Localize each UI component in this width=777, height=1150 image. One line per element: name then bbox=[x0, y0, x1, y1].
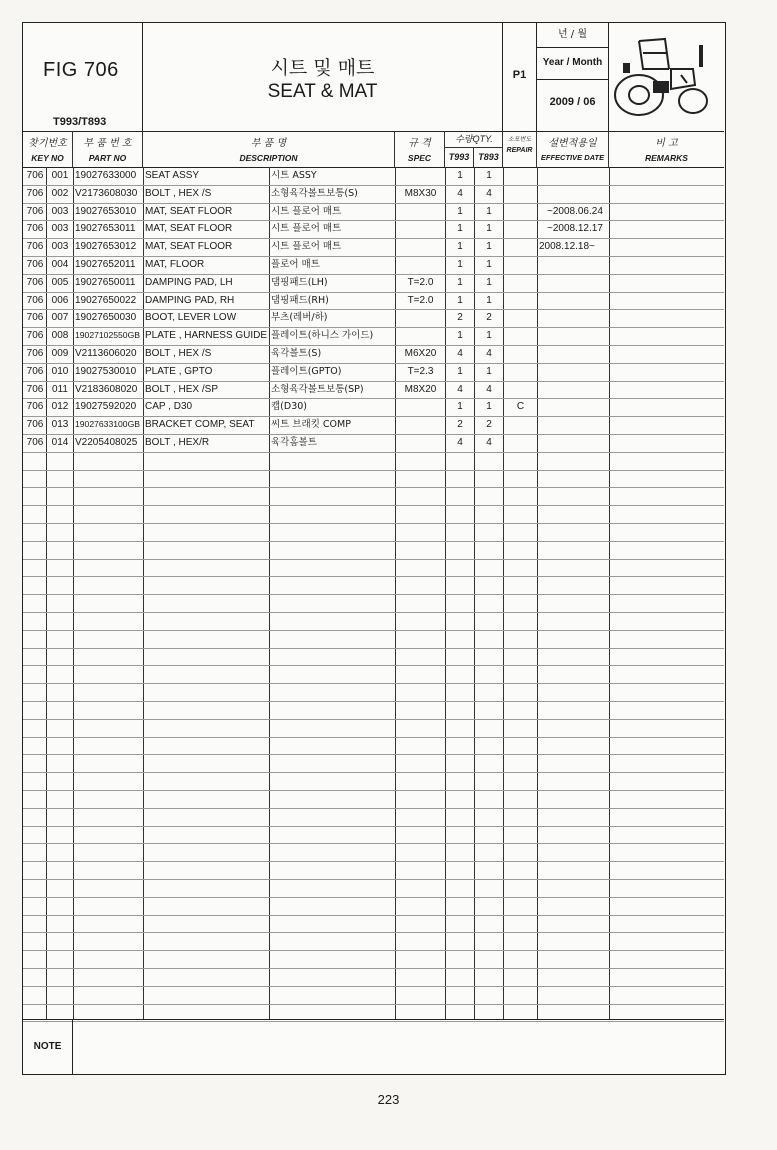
cell-eff bbox=[539, 345, 608, 363]
cell-rem bbox=[611, 363, 723, 381]
table-row bbox=[23, 398, 724, 416]
cell-eff bbox=[539, 274, 608, 292]
cell-repair bbox=[505, 274, 536, 292]
cell-qa: 1 bbox=[457, 401, 463, 413]
cell-desc: DAMPING PAD, RH bbox=[145, 294, 235, 306]
cell-qb: 1 bbox=[486, 401, 492, 413]
cell-qa: 1 bbox=[457, 294, 463, 306]
cell-part: 19027633100GB bbox=[75, 419, 140, 430]
cell-eff: ~2008.06.24 bbox=[547, 205, 603, 217]
cell-desc-ko: 육각볼트(S) bbox=[271, 348, 322, 359]
col-repair-en: REPAIR bbox=[506, 147, 533, 154]
table-row bbox=[23, 363, 724, 381]
cell-desc-ko: 소형육각볼트보통(SP) bbox=[271, 383, 364, 395]
table-row bbox=[23, 203, 724, 221]
cell-desc: PLATE , GPTO bbox=[145, 365, 213, 377]
col-qty bbox=[445, 131, 503, 167]
cell-qa: 2 bbox=[457, 312, 463, 324]
cell-desc: DAMPING PAD, LH bbox=[145, 276, 233, 288]
cell-key: 012 bbox=[51, 401, 69, 413]
cell-spec: T=2.3 bbox=[407, 365, 434, 377]
cell-desc: MAT, SEAT FLOOR bbox=[145, 241, 233, 253]
cell-key: 003 bbox=[51, 241, 69, 253]
page-code-box bbox=[503, 23, 537, 131]
row-divider bbox=[23, 470, 724, 471]
cell-key: 010 bbox=[51, 365, 69, 377]
cell-qa: 1 bbox=[457, 205, 463, 217]
row-divider bbox=[23, 897, 724, 898]
cell-rem bbox=[611, 381, 723, 399]
cell-qb: 1 bbox=[486, 205, 492, 217]
cell-desc-ko: 캡(D30) bbox=[271, 401, 307, 413]
cell-repair bbox=[505, 381, 536, 399]
cell-key: 005 bbox=[51, 276, 69, 288]
cell-qa: 1 bbox=[457, 170, 463, 181]
col-rem-en: REMARKS bbox=[645, 153, 688, 163]
cell-repair bbox=[505, 167, 536, 185]
cell-rem bbox=[611, 220, 723, 238]
cell-key: 002 bbox=[51, 187, 69, 199]
cell-part: 19027653011 bbox=[75, 223, 136, 235]
row-divider bbox=[23, 932, 724, 933]
cell-rem bbox=[611, 292, 723, 310]
cell-rem bbox=[611, 309, 723, 327]
cell-qa: 1 bbox=[457, 259, 463, 270]
page-header bbox=[23, 23, 724, 132]
cell-part: 19027650022 bbox=[75, 294, 137, 306]
row-divider bbox=[23, 879, 724, 880]
page-number: 223 bbox=[377, 1092, 400, 1107]
issue-date: 2009 / 06 bbox=[549, 96, 596, 108]
col-desc-en: DESCRIPTION bbox=[239, 153, 298, 163]
cell-qb: 1 bbox=[486, 365, 492, 377]
table-row bbox=[23, 167, 724, 185]
row-divider bbox=[23, 505, 724, 506]
cell-part: V2183608020 bbox=[75, 383, 138, 395]
row-divider bbox=[23, 576, 724, 577]
cell-desc: BOLT , HEX /SP bbox=[145, 383, 218, 395]
cell-eff bbox=[539, 416, 608, 434]
table-row bbox=[23, 345, 724, 363]
cell-part: 19027653010 bbox=[75, 205, 137, 217]
row-divider bbox=[23, 559, 724, 560]
cell-fig: 706 bbox=[26, 241, 44, 253]
row-divider bbox=[23, 1004, 724, 1005]
cell-part: 19027530010 bbox=[75, 365, 137, 377]
cell-eff bbox=[539, 256, 608, 274]
cell-repair bbox=[505, 434, 536, 452]
col-key-ko: 찾기번호 bbox=[28, 138, 67, 149]
cell-fig: 706 bbox=[26, 437, 44, 448]
page-code: P1 bbox=[512, 69, 527, 81]
cell-key: 004 bbox=[51, 259, 69, 270]
parts-table bbox=[23, 167, 724, 1019]
cell-rem bbox=[611, 416, 723, 434]
table-row bbox=[23, 434, 724, 452]
cell-eff bbox=[539, 363, 608, 381]
cell-rem bbox=[611, 274, 723, 292]
col-eff-ko: 설변적용일 bbox=[548, 138, 597, 149]
year-month-box bbox=[537, 23, 609, 131]
cell-key: 013 bbox=[51, 419, 69, 431]
cell-desc: BOOT, LEVER LOW bbox=[145, 312, 237, 324]
col-effective-date bbox=[537, 131, 609, 167]
title-korean: 시트 및 매트 bbox=[270, 57, 375, 79]
cell-key: 011 bbox=[52, 383, 68, 395]
cell-qa: 1 bbox=[457, 365, 463, 377]
cell-rem bbox=[611, 238, 723, 256]
row-divider bbox=[23, 772, 724, 773]
cell-repair bbox=[505, 363, 536, 381]
cell-spec bbox=[397, 203, 444, 221]
cell-qa: 4 bbox=[457, 383, 463, 395]
col-remarks bbox=[609, 131, 724, 167]
col-part bbox=[73, 131, 143, 167]
tractor-box bbox=[609, 23, 724, 131]
row-divider bbox=[23, 719, 724, 720]
cell-rem bbox=[611, 434, 723, 452]
cell-fig: 706 bbox=[26, 401, 44, 413]
cell-desc-ko: 소형육각볼트보통(S) bbox=[271, 187, 358, 199]
cell-qa: 1 bbox=[457, 223, 463, 235]
cell-key: 007 bbox=[51, 312, 69, 324]
cell-qb: 4 bbox=[486, 383, 492, 395]
row-divider bbox=[23, 915, 724, 916]
cell-qb: 1 bbox=[486, 330, 492, 342]
fig-box bbox=[23, 23, 143, 131]
cell-part: V2173608030 bbox=[75, 187, 138, 199]
cell-desc: MAT, SEAT FLOOR bbox=[145, 205, 233, 217]
cell-qa: 4 bbox=[457, 437, 463, 448]
col-part-ko: 부 품 번 호 bbox=[83, 138, 132, 149]
cell-repair: C bbox=[516, 401, 525, 413]
row-divider bbox=[23, 808, 724, 809]
cell-qa: 1 bbox=[457, 276, 463, 288]
cell-fig: 706 bbox=[26, 312, 44, 324]
cell-rem bbox=[611, 327, 723, 345]
table-row bbox=[23, 292, 724, 310]
col-rem-ko: 비 고 bbox=[655, 138, 678, 149]
cell-eff bbox=[539, 381, 608, 399]
cell-desc: BOLT , HEX/R bbox=[145, 437, 210, 448]
year-month-label: Year / Month bbox=[537, 47, 608, 80]
table-row bbox=[23, 309, 724, 327]
cell-key: 003 bbox=[51, 223, 69, 235]
cell-desc-ko: 씨트 브래킷 COMP bbox=[271, 419, 351, 431]
fig-number: FIG 706 bbox=[43, 59, 119, 81]
cell-desc-ko: 부츠(레버/하) bbox=[271, 312, 328, 324]
cell-fig: 706 bbox=[26, 223, 44, 235]
cell-rem bbox=[611, 345, 723, 363]
cell-part: 19027592020 bbox=[75, 401, 137, 413]
cell-spec: M6X20 bbox=[404, 348, 437, 359]
tractor-icon bbox=[609, 23, 724, 131]
title-box bbox=[143, 23, 503, 131]
cell-desc-ko: 플레이트(GPTO) bbox=[271, 365, 342, 377]
cell-repair bbox=[505, 203, 536, 221]
cell-qb: 4 bbox=[486, 187, 492, 199]
row-divider bbox=[23, 648, 724, 649]
cell-desc-ko: 시트 플로어 매트 bbox=[271, 223, 342, 235]
cell-fig: 706 bbox=[26, 276, 44, 288]
cell-qb: 1 bbox=[486, 259, 492, 270]
cell-qb: 1 bbox=[486, 223, 492, 235]
cell-qb: 4 bbox=[486, 348, 492, 359]
cell-key: 009 bbox=[51, 348, 69, 359]
cell-desc-ko: 플레이트(하니스 가이드) bbox=[271, 330, 374, 342]
cell-qa: 4 bbox=[457, 187, 463, 199]
cell-repair bbox=[505, 345, 536, 363]
row-divider bbox=[23, 683, 724, 684]
cell-part: 19027102550GB bbox=[75, 330, 140, 341]
col-spec bbox=[395, 131, 445, 167]
note-section bbox=[23, 1019, 724, 1074]
col-key-en: KEY NO bbox=[31, 153, 64, 163]
cell-desc-ko: 육각홈볼트 bbox=[271, 437, 317, 448]
table-row bbox=[23, 185, 724, 203]
cell-fig: 706 bbox=[26, 170, 44, 181]
cell-eff: ~2008.12.17 bbox=[547, 223, 603, 235]
table-row bbox=[23, 220, 724, 238]
column-headers bbox=[23, 131, 724, 168]
row-divider bbox=[23, 594, 724, 595]
cell-desc-ko: 댐핑패드(LH) bbox=[271, 276, 328, 288]
cell-qb: 2 bbox=[486, 419, 492, 431]
row-divider bbox=[23, 523, 724, 524]
row-divider bbox=[23, 790, 724, 791]
row-divider bbox=[23, 986, 724, 987]
table-row bbox=[23, 416, 724, 434]
cell-fig: 706 bbox=[26, 419, 44, 431]
cell-qa: 4 bbox=[457, 348, 463, 359]
cell-qb: 2 bbox=[486, 312, 492, 324]
row-divider bbox=[23, 630, 724, 631]
cell-repair bbox=[505, 292, 536, 310]
cell-desc: CAP , D30 bbox=[145, 401, 193, 413]
row-divider bbox=[23, 487, 724, 488]
cell-key: 003 bbox=[51, 205, 69, 217]
col-qty-t893: T893 bbox=[478, 152, 499, 162]
row-divider bbox=[23, 452, 724, 453]
cell-part: 19027652011 bbox=[75, 259, 136, 270]
cell-repair bbox=[505, 256, 536, 274]
cell-desc-ko: 댐핑패드(RH) bbox=[271, 294, 329, 306]
cell-part: 19027650030 bbox=[75, 312, 137, 324]
table-row bbox=[23, 381, 724, 399]
cell-desc: BRACKET COMP, SEAT bbox=[145, 419, 255, 431]
cell-qb: 1 bbox=[486, 276, 492, 288]
row-divider bbox=[23, 541, 724, 542]
cell-eff bbox=[539, 434, 608, 452]
cell-repair bbox=[505, 220, 536, 238]
cell-fig: 706 bbox=[26, 330, 44, 342]
cell-spec bbox=[397, 398, 444, 416]
cell-fig: 706 bbox=[26, 187, 44, 199]
cell-qa: 1 bbox=[457, 330, 463, 342]
row-divider bbox=[23, 968, 724, 969]
cell-desc: BOLT , HEX /S bbox=[145, 187, 212, 199]
cell-qb: 4 bbox=[486, 437, 492, 448]
cell-part: 19027653012 bbox=[75, 241, 137, 253]
col-part-en: PART NO bbox=[88, 153, 127, 163]
cell-fig: 706 bbox=[26, 348, 44, 359]
cell-desc: SEAT ASSY bbox=[145, 170, 200, 181]
cell-eff bbox=[539, 292, 608, 310]
note-label: NOTE bbox=[23, 1020, 73, 1074]
row-divider bbox=[23, 737, 724, 738]
cell-qb: 1 bbox=[486, 170, 492, 181]
cell-spec bbox=[397, 434, 444, 452]
row-divider bbox=[23, 950, 724, 951]
cell-eff bbox=[539, 185, 608, 203]
cell-part: V2113606020 bbox=[75, 348, 137, 359]
table-row bbox=[23, 274, 724, 292]
cell-repair bbox=[505, 238, 536, 256]
col-description bbox=[143, 131, 395, 167]
cell-spec: M8X30 bbox=[404, 187, 437, 199]
table-row bbox=[23, 327, 724, 345]
row-divider bbox=[23, 612, 724, 613]
cell-fig: 706 bbox=[26, 205, 44, 217]
cell-rem bbox=[611, 398, 723, 416]
cell-eff bbox=[539, 398, 608, 416]
col-desc-ko: 부 품 명 bbox=[250, 138, 287, 149]
cell-part: 19027650011 bbox=[75, 276, 136, 288]
parts-page bbox=[22, 22, 726, 1075]
title-english: SEAT & MAT bbox=[267, 81, 378, 102]
cell-key: 014 bbox=[51, 437, 69, 448]
cell-qb: 1 bbox=[486, 294, 492, 306]
cell-desc: PLATE , HARNESS GUIDE bbox=[145, 330, 268, 342]
cell-spec: T=2.0 bbox=[407, 294, 434, 306]
table-row bbox=[23, 256, 724, 274]
cell-repair bbox=[505, 309, 536, 327]
cell-spec bbox=[397, 238, 444, 256]
row-divider bbox=[23, 754, 724, 755]
cell-eff bbox=[539, 309, 608, 327]
cell-key: 006 bbox=[51, 294, 69, 306]
cell-desc-ko: 시트 ASSY bbox=[271, 170, 317, 181]
cell-desc-ko: 플로어 매트 bbox=[271, 259, 320, 270]
cell-spec bbox=[397, 256, 444, 274]
cell-fig: 706 bbox=[26, 259, 44, 270]
row-divider bbox=[23, 861, 724, 862]
cell-spec bbox=[397, 327, 444, 345]
cell-fig: 706 bbox=[26, 294, 44, 306]
col-key bbox=[23, 131, 73, 167]
col-qty-t993: T993 bbox=[445, 148, 474, 167]
cell-rem bbox=[611, 203, 723, 221]
cell-repair bbox=[505, 416, 536, 434]
col-qty-ko: 수량QTY. bbox=[445, 131, 503, 148]
cell-desc-ko: 시트 플로어 매트 bbox=[271, 241, 342, 253]
cell-spec: M8X20 bbox=[404, 383, 437, 395]
cell-qa: 2 bbox=[457, 419, 463, 431]
cell-spec bbox=[397, 416, 444, 434]
cell-eff: 2008.12.18~ bbox=[539, 241, 595, 253]
cell-desc: MAT, FLOOR bbox=[145, 259, 205, 270]
row-divider bbox=[23, 826, 724, 827]
cell-qb: 1 bbox=[486, 241, 492, 253]
cell-key: 008 bbox=[51, 330, 69, 342]
row-divider bbox=[23, 843, 724, 844]
cell-spec bbox=[397, 220, 444, 238]
col-repair bbox=[503, 131, 537, 167]
cell-part: V2205408025 bbox=[75, 437, 138, 448]
cell-spec bbox=[397, 167, 444, 185]
row-divider bbox=[23, 665, 724, 666]
row-divider bbox=[23, 701, 724, 702]
cell-qa: 1 bbox=[457, 241, 463, 253]
cell-rem bbox=[611, 185, 723, 203]
cell-spec bbox=[397, 309, 444, 327]
table-row bbox=[23, 238, 724, 256]
cell-desc-ko: 시트 플로어 매트 bbox=[271, 205, 342, 217]
cell-eff bbox=[539, 327, 608, 345]
cell-rem bbox=[611, 167, 723, 185]
cell-repair bbox=[505, 185, 536, 203]
cell-eff bbox=[539, 167, 608, 185]
cell-fig: 706 bbox=[26, 365, 44, 377]
cell-rem bbox=[611, 256, 723, 274]
col-eff-en: EFFECTIVE DATE bbox=[540, 153, 605, 162]
cell-key: 001 bbox=[51, 170, 69, 181]
cell-desc: MAT, SEAT FLOOR bbox=[145, 223, 233, 235]
col-repair-ko: 소모번도 bbox=[507, 136, 532, 143]
col-spec-ko: 규 격 bbox=[408, 138, 431, 149]
cell-repair bbox=[505, 327, 536, 345]
col-spec-en: SPEC bbox=[407, 153, 432, 163]
cell-part: 19027633000 bbox=[75, 170, 137, 181]
model-numbers: T993/T893 bbox=[53, 116, 107, 128]
cell-spec: T=2.0 bbox=[407, 276, 434, 288]
cell-desc: BOLT , HEX /S bbox=[145, 348, 212, 359]
year-month-korean: 년 / 월 bbox=[537, 23, 608, 48]
cell-fig: 706 bbox=[26, 383, 44, 395]
